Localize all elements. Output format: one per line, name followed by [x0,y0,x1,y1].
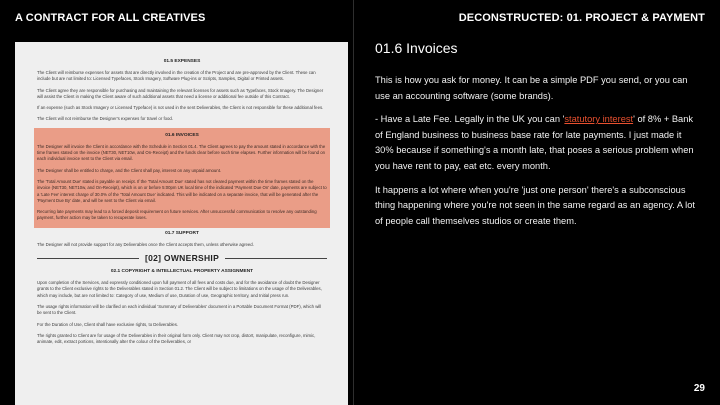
paragraph: Upon completion of the Services, and expressly conditioned upon full payment of all fees and costs due, and for the avoidance of doubt the Designer grants to the Client exclusive rights to the Deliverables stated in Section 01.2. The Client will be subject to limitations on the usage of the Deliverables, which may include, but are not limited to: Category of use, Medium of use, Duration of use, Geographic territory, and Initial press run. [37,280,322,298]
section-support [37,231,327,248]
section-expenses [37,59,327,123]
column-divider [353,0,354,405]
closing-paragraph: It happens a lot where when you're 'just one person' there's a subconscious thing happening where you're not seen in the same regard as an agency. A lot of people call themselves studios or create them. [375,184,695,226]
paragraph: The 'Total Amount Due' stated is payable on receipt. If the 'Total Amount Due' stated has not cleared payment within the time frames stated on the invoice (NET30, NET10w, and On-Receipt), which is on or before 5:00pm UK local time of the indicated 'Payment Due On' date, payments are subject to a 'Late Fee' interest charge of 30.0% of the 'Total Amount Due' indicated. This will be indicated on a separate invoice, that will be generated after the 'Payment Due By' date, and will be sent to the Client via email. [37,178,327,203]
part-heading-text: [02] OWNERSHIP [144,253,220,264]
section-invoices-highlighted [34,128,330,228]
paragraph: Recurring late payments may lead to a forced deposit requirement on future services. After unsuccessful communication to resolve any outstanding payment, further action may be taken to recuperate loses. [37,209,317,221]
paragraph: For the Duration of Use, Client shall have exclusive rights, to Deliverables. [37,321,179,327]
commentary-column [375,40,695,237]
paragraph: The Designer will not provide support for any Deliverables once the Client accepts them, unless otherwise agreed. [37,241,254,247]
header-left-title: A CONTRACT FOR ALL CREATIVES [15,12,206,24]
paragraph: The usage rights information will be clarified on each individual 'Summary of Deliverables' document in a Portable Document Format (PDF), which will be sent to the Client. [37,303,322,316]
paragraph: The rights granted to Client are for usage of the Deliverables in their original form only. Client may not crop, distort, manipulate, reconfigure, mimic, animate, edit, extract portions, intentionally alter the colour of the Deliverables, or [37,332,316,345]
paragraph: If an expense (such as Stock Imagery or Licensed Typeface) is not used in the sent Deliverables, the Client is not responsible for these additional fees. [37,105,324,111]
part-heading-ownership [37,253,327,263]
paragraph: The Client will reimburse expenses for assets that are directly involved in the creation of the Project and are pre-approved by the Client. These can include but are not limited to: Licensed Typefaces, Stock Imagery, Software Plug-ins or Scripts, Samples, Digital or Printed assets. [37,70,316,82]
paragraph: The Client agree they are responsible for purchasing and maintaining the relevant licenses for assets such as Typefaces, Stock Imagery. The Designer will assist the Client in making the Client aware of such additional assets that need a license or additional fee outside of this Contract. [37,87,324,99]
section-title: 01.6 Invoices [375,40,458,56]
header-right-title: DECONSTRUCTED: 01. PROJECT & PAYMENT [458,12,705,24]
section-heading: 01.6 INVOICES [165,132,199,138]
section-heading: 01.7 SUPPORT [165,230,199,236]
late-fee-text-before: - Have a Late Fee. Legally in the UK you can ' [375,114,565,125]
statutory-interest-link[interactable]: statutory interest [564,114,634,125]
paragraph: The Client will not reimburse the Designer's expenses for travel or food. [37,116,173,122]
page-number: 29 [693,383,705,394]
section-heading: 01.5 EXPENSES [163,59,201,64]
paragraph: The Designer shall be entitled to charge, and the Client shall pay, interest on any unpaid amount. [37,167,222,173]
contract-document-page [15,42,348,405]
paragraph: The Designer will invoice the Client in accordance with the Schedule in Section 01.4. The Client agrees to pay the amount stated in accordance with the time frames stated on the invoice (NET30, NET10w, and On-Receipt) and the funds clear before such time elapses. Further information will be found on each individual invoice sent to the Client via email. [37,143,326,162]
rule-left [37,258,139,259]
late-fee-paragraph [375,112,695,174]
section-heading: 02.1 COPYRIGHT & INTELLECTUAL PROPERTY ASSIGNMENT [110,269,254,275]
rule-right [225,258,327,259]
late-fee-text-after: ' of 8% + Bank of England business to business base rate for late payments. I just made it 30% because if something's a month late, that poses a serious problem when you have rent to pay, eat etc. every month. [375,114,694,171]
intro-paragraph: This is how you ask for money. It can be a simple PDF you send, or you can use an accounting software (some brands). [375,75,688,101]
section-copyright [37,269,327,345]
